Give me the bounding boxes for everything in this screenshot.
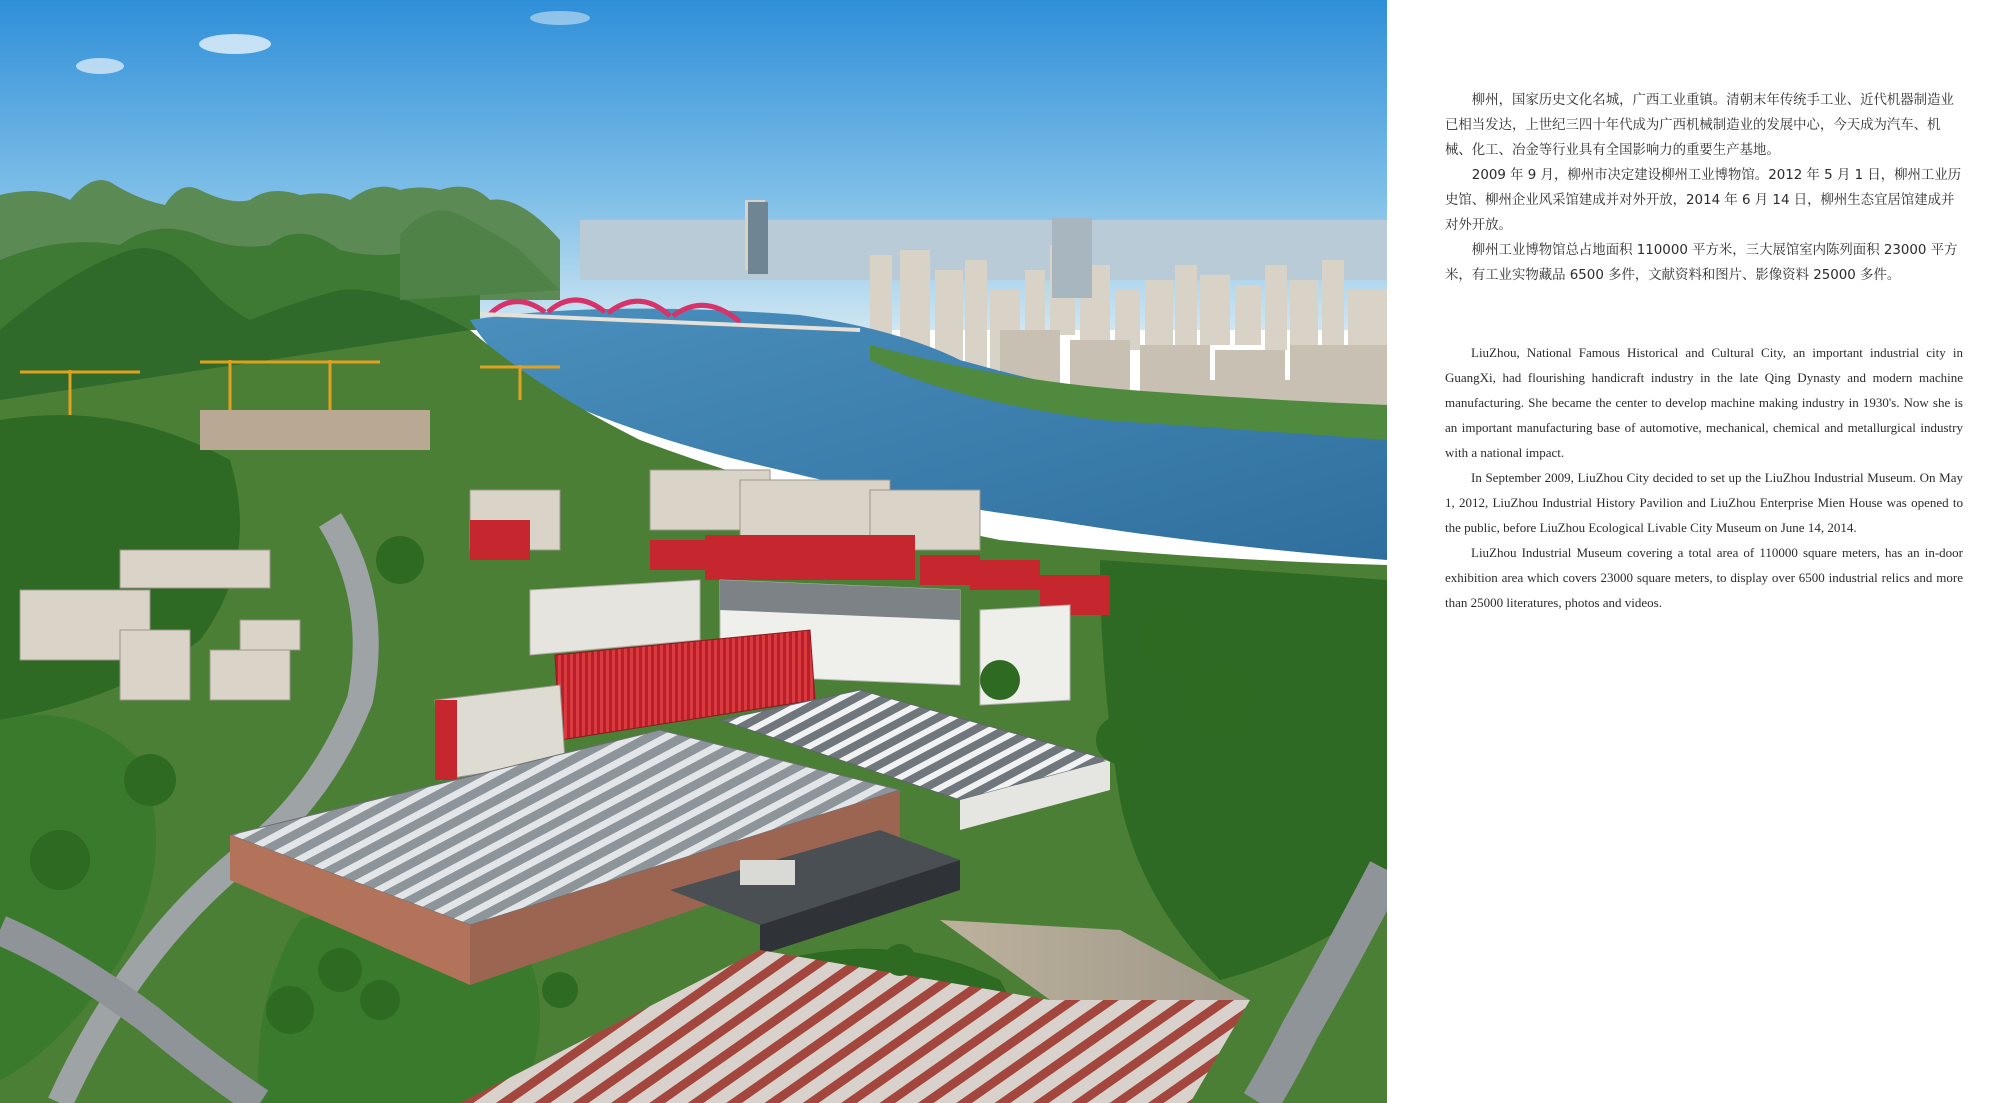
english-paragraph-3: LiuZhou Industrial Museum covering a total area of 110000 square meters, has an in-door exhibition area which covers 23000 square meters, to display over 6500 industrial relics and more than 25000 literatures, photos and videos. bbox=[1445, 545, 1963, 610]
chinese-paragraph-1: 柳州，国家历史文化名城，广西工业重镇。清朝末年传统手工业、近代机器制造业已相当发达，上世纪三四十年代成为广西机械制造业的发展中心，今天成为汽车、机械、化工、冶金等行业具有全国影响力的重要生产基地。 bbox=[1445, 93, 1954, 158]
text-page bbox=[1387, 0, 2008, 1103]
chinese-paragraph-3: 柳州工业博物馆总占地面积 110000 平方米，三大展馆室内陈列面积 23000 平方米，有工业实物藏品 6500 多件，文献资料和图片、影像资料 25000 多件。 bbox=[1445, 243, 1958, 283]
chinese-paragraph-2: 2009 年 9 月，柳州市决定建设柳州工业博物馆。2012 年 5 月 1 日，柳州工业历史馆、柳州企业风采馆建成并对外开放，2014 年 6 月 14 日，柳州生态宜居馆建成并对外开放。 bbox=[1445, 168, 1962, 233]
english-paragraph-2: In September 2009, LiuZhou City decided to set up the LiuZhou Industrial Museum. On May 1, 2012, LiuZhou Industrial History Pavilion and LiuZhou Enterprise Mien House was opened to the public, before LiuZhou Ecological Livable City Museum on June 14, 2014. bbox=[1445, 470, 1963, 535]
english-text-block bbox=[1445, 340, 1963, 615]
chinese-text-block bbox=[1445, 88, 1963, 288]
english-paragraph-1: LiuZhou, National Famous Historical and Cultural City, an important industrial city in GuangXi, had flourishing handicraft industry in the late Qing Dynasty and modern machine manufacturing. She became the center to develop machine making industry in 1930's. Now she is an important manufacturing base of automotive, mechanical, chemical and metallurgical industry with a national impact. bbox=[1445, 345, 1963, 460]
